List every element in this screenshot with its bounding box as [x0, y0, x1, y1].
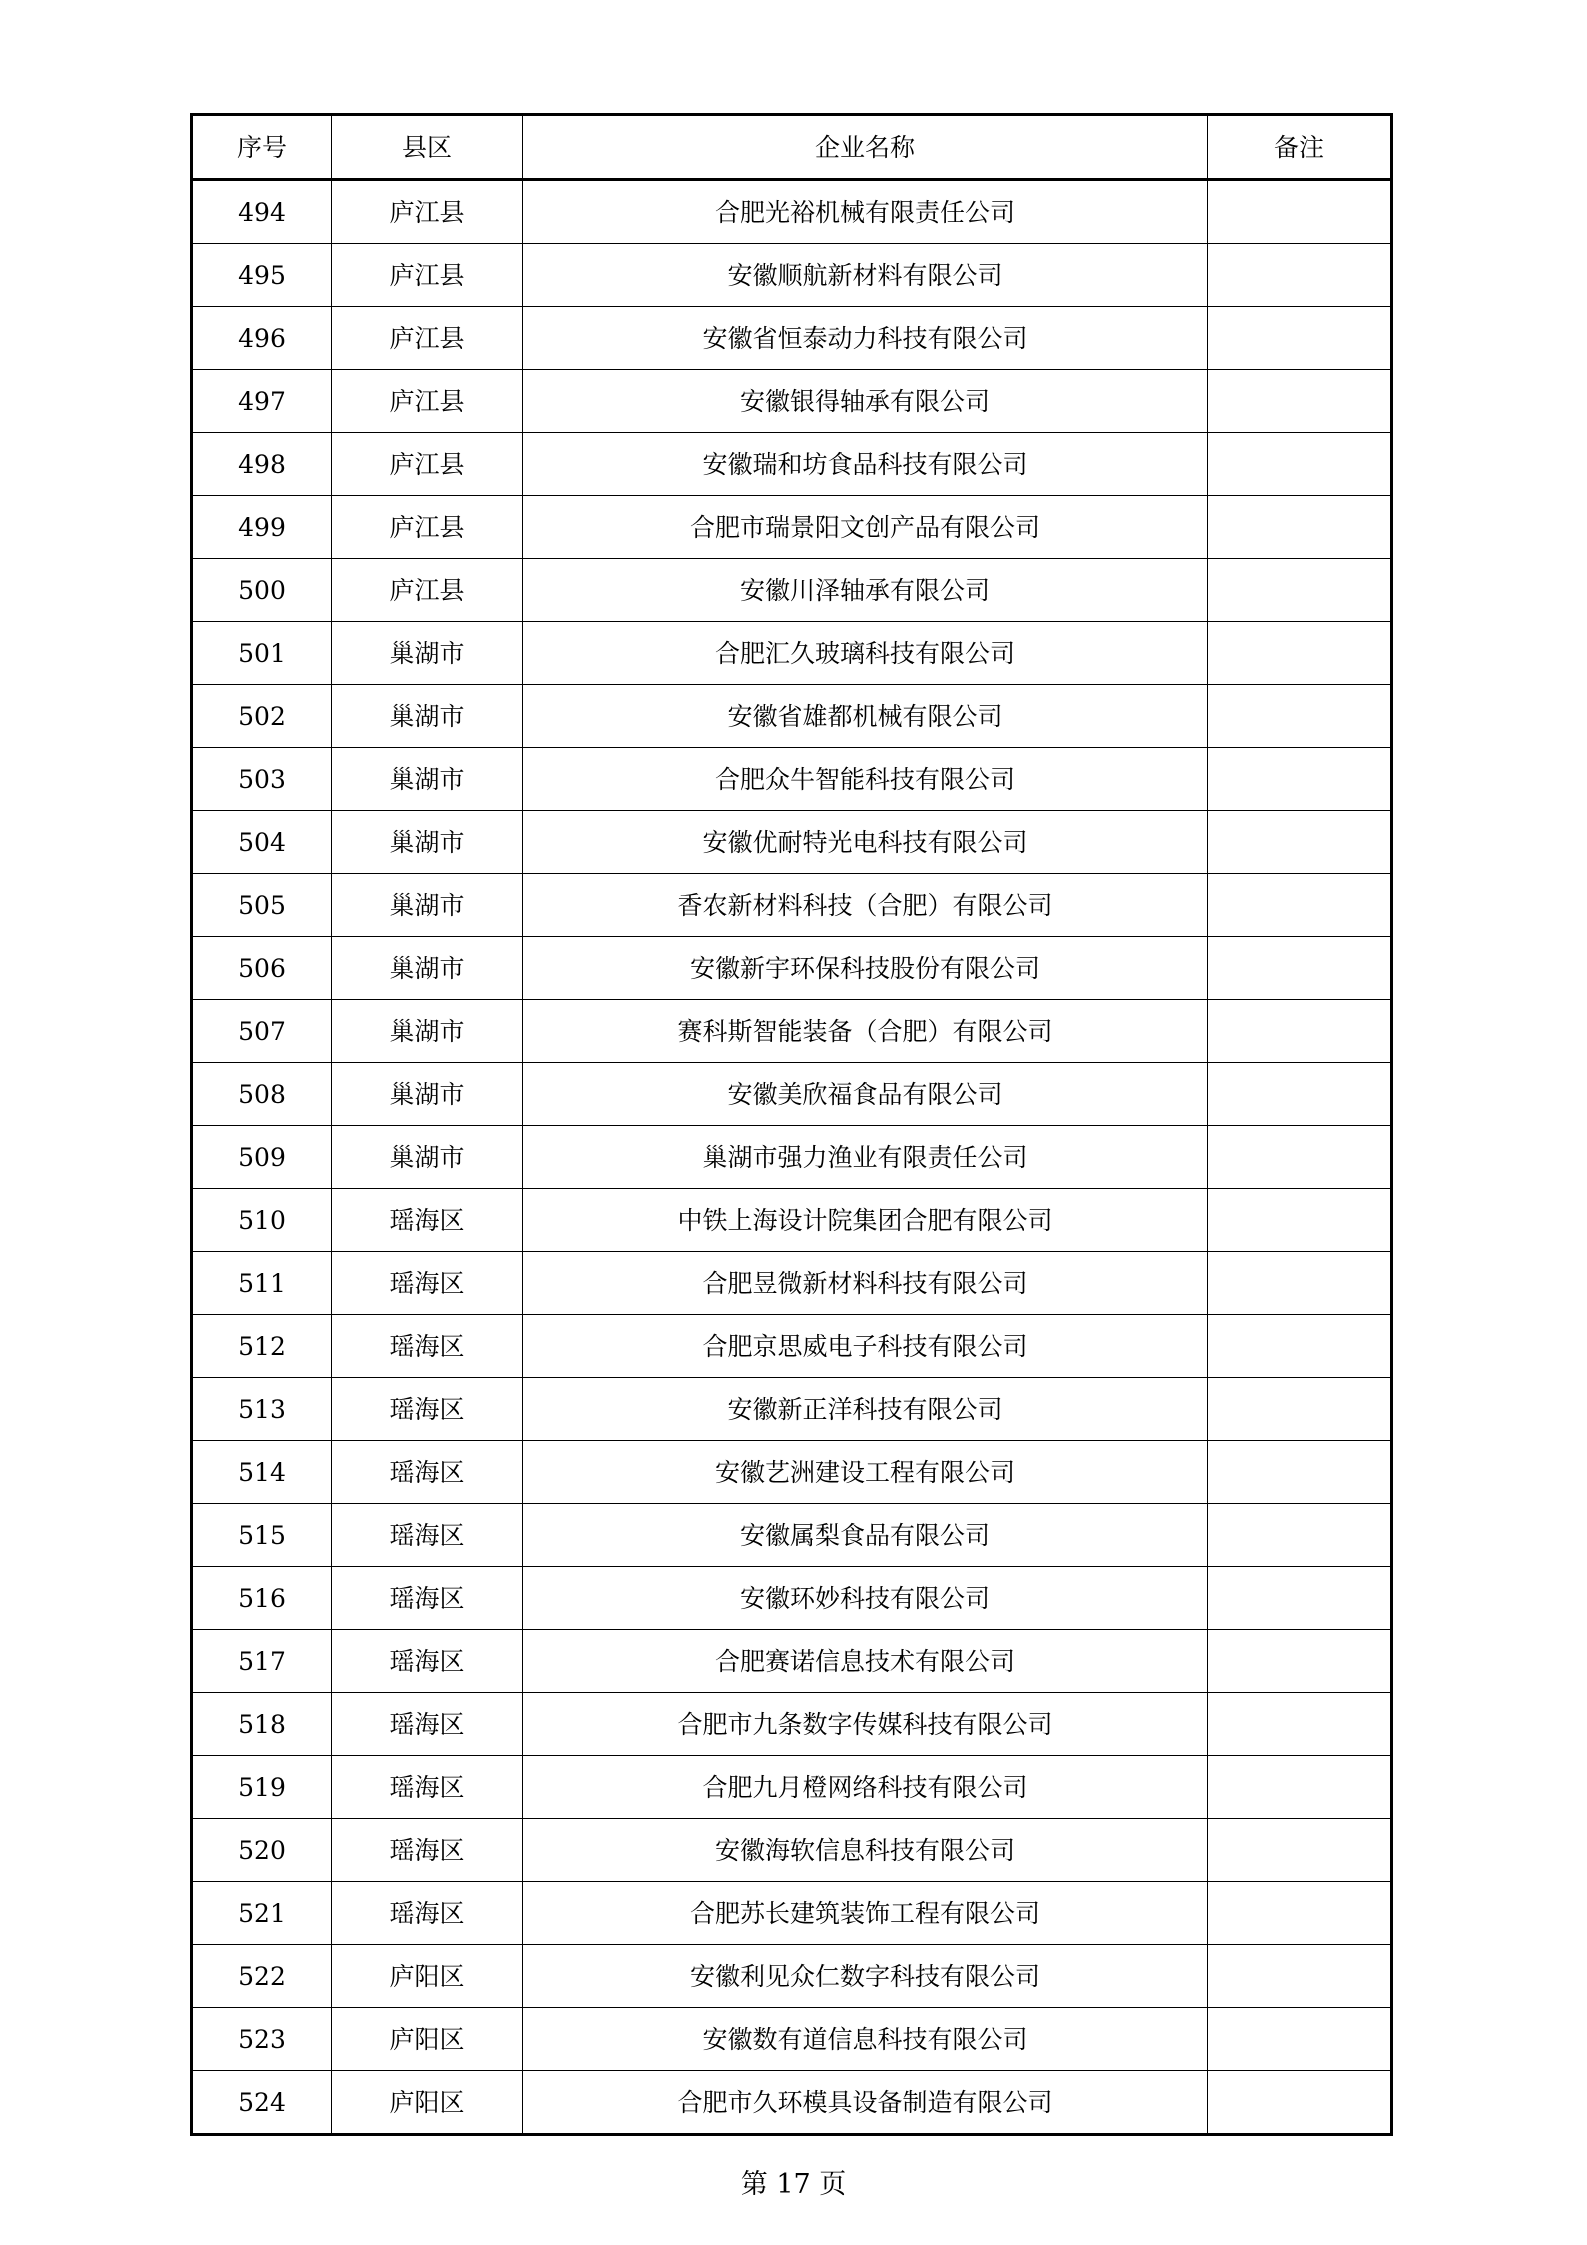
cell-index: 498	[192, 433, 332, 496]
table-row	[192, 307, 1392, 370]
page-number: 第 17 页	[740, 2169, 847, 2200]
table-row	[192, 180, 1392, 244]
cell-company: 安徽属梨食品有限公司	[523, 1504, 1208, 1567]
cell-company: 合肥汇久玻璃科技有限公司	[523, 622, 1208, 685]
cell-company: 安徽新正洋科技有限公司	[523, 1378, 1208, 1441]
cell-index: 495	[192, 244, 332, 307]
cell-district: 巢湖市	[332, 874, 523, 937]
table-row	[192, 1378, 1392, 1441]
cell-district: 瑶海区	[332, 1252, 523, 1315]
cell-index: 522	[192, 1945, 332, 2008]
cell-company: 安徽优耐特光电科技有限公司	[523, 811, 1208, 874]
table-row	[192, 2071, 1392, 2135]
cell-company: 安徽银得轴承有限公司	[523, 370, 1208, 433]
table-row	[192, 1189, 1392, 1252]
cell-district: 巢湖市	[332, 622, 523, 685]
cell-district: 瑶海区	[332, 1630, 523, 1693]
cell-remark	[1208, 1693, 1392, 1756]
cell-company: 合肥苏长建筑装饰工程有限公司	[523, 1882, 1208, 1945]
table-header-row	[192, 115, 1392, 180]
cell-remark	[1208, 1504, 1392, 1567]
cell-district: 巢湖市	[332, 811, 523, 874]
cell-remark	[1208, 1315, 1392, 1378]
cell-remark	[1208, 1063, 1392, 1126]
cell-remark	[1208, 1441, 1392, 1504]
cell-remark	[1208, 1882, 1392, 1945]
cell-index: 508	[192, 1063, 332, 1126]
cell-district: 瑶海区	[332, 1441, 523, 1504]
cell-district: 瑶海区	[332, 1504, 523, 1567]
cell-company: 安徽川泽轴承有限公司	[523, 559, 1208, 622]
table-row	[192, 622, 1392, 685]
cell-company: 中铁上海设计院集团合肥有限公司	[523, 1189, 1208, 1252]
table-row	[192, 1252, 1392, 1315]
cell-index: 497	[192, 370, 332, 433]
cell-remark	[1208, 496, 1392, 559]
cell-company: 安徽省恒泰动力科技有限公司	[523, 307, 1208, 370]
cell-remark	[1208, 180, 1392, 244]
cell-remark	[1208, 748, 1392, 811]
cell-index: 502	[192, 685, 332, 748]
cell-index: 516	[192, 1567, 332, 1630]
cell-index: 510	[192, 1189, 332, 1252]
cell-remark	[1208, 244, 1392, 307]
cell-district: 庐江县	[332, 496, 523, 559]
cell-remark	[1208, 1756, 1392, 1819]
cell-district: 瑶海区	[332, 1756, 523, 1819]
cell-remark	[1208, 685, 1392, 748]
cell-remark	[1208, 1126, 1392, 1189]
cell-district: 庐江县	[332, 307, 523, 370]
cell-index: 506	[192, 937, 332, 1000]
table-row	[192, 1315, 1392, 1378]
cell-index: 514	[192, 1441, 332, 1504]
cell-company: 香农新材料科技（合肥）有限公司	[523, 874, 1208, 937]
cell-index: 519	[192, 1756, 332, 1819]
cell-index: 509	[192, 1126, 332, 1189]
enterprise-list-table	[190, 113, 1393, 2136]
cell-company: 安徽海软信息科技有限公司	[523, 1819, 1208, 1882]
table-row	[192, 1756, 1392, 1819]
table-row	[192, 748, 1392, 811]
table-row	[192, 1630, 1392, 1693]
table-row	[192, 874, 1392, 937]
cell-index: 503	[192, 748, 332, 811]
cell-district: 巢湖市	[332, 1063, 523, 1126]
cell-company: 安徽环妙科技有限公司	[523, 1567, 1208, 1630]
cell-company: 安徽瑞和坊食品科技有限公司	[523, 433, 1208, 496]
table-row	[192, 1945, 1392, 2008]
cell-remark	[1208, 811, 1392, 874]
cell-district: 庐江县	[332, 370, 523, 433]
cell-index: 507	[192, 1000, 332, 1063]
cell-company: 安徽利见众仁数字科技有限公司	[523, 1945, 1208, 2008]
cell-index: 511	[192, 1252, 332, 1315]
table-row	[192, 1819, 1392, 1882]
cell-remark	[1208, 1945, 1392, 2008]
cell-district: 瑶海区	[332, 1378, 523, 1441]
cell-remark	[1208, 937, 1392, 1000]
cell-remark	[1208, 370, 1392, 433]
cell-company: 安徽省雄都机械有限公司	[523, 685, 1208, 748]
cell-remark	[1208, 1819, 1392, 1882]
cell-index: 494	[192, 180, 332, 244]
cell-index: 496	[192, 307, 332, 370]
table-row	[192, 1882, 1392, 1945]
cell-index: 513	[192, 1378, 332, 1441]
cell-index: 515	[192, 1504, 332, 1567]
cell-remark	[1208, 307, 1392, 370]
cell-company: 赛科斯智能装备（合肥）有限公司	[523, 1000, 1208, 1063]
cell-district: 瑶海区	[332, 1189, 523, 1252]
cell-index: 499	[192, 496, 332, 559]
cell-company: 安徽顺航新材料有限公司	[523, 244, 1208, 307]
cell-index: 512	[192, 1315, 332, 1378]
table-row	[192, 937, 1392, 1000]
cell-index: 501	[192, 622, 332, 685]
header-remark: 备注	[1208, 115, 1392, 180]
cell-index: 505	[192, 874, 332, 937]
cell-remark	[1208, 1252, 1392, 1315]
cell-remark	[1208, 559, 1392, 622]
cell-district: 瑶海区	[332, 1693, 523, 1756]
cell-company: 合肥市久环模具设备制造有限公司	[523, 2071, 1208, 2135]
cell-district: 庐江县	[332, 180, 523, 244]
cell-company: 巢湖市强力渔业有限责任公司	[523, 1126, 1208, 1189]
cell-district: 庐阳区	[332, 2071, 523, 2135]
table-row	[192, 1693, 1392, 1756]
cell-remark	[1208, 1189, 1392, 1252]
table-body	[192, 180, 1392, 2135]
table-row	[192, 496, 1392, 559]
cell-company: 安徽艺洲建设工程有限公司	[523, 1441, 1208, 1504]
cell-district: 庐江县	[332, 433, 523, 496]
cell-district: 庐江县	[332, 244, 523, 307]
table-row	[192, 559, 1392, 622]
cell-remark	[1208, 622, 1392, 685]
cell-index: 523	[192, 2008, 332, 2071]
cell-company: 合肥京思威电子科技有限公司	[523, 1315, 1208, 1378]
cell-district: 瑶海区	[332, 1882, 523, 1945]
cell-index: 521	[192, 1882, 332, 1945]
cell-company: 合肥市瑞景阳文创产品有限公司	[523, 496, 1208, 559]
cell-district: 巢湖市	[332, 1126, 523, 1189]
table-row	[192, 1000, 1392, 1063]
table-row	[192, 244, 1392, 307]
cell-remark	[1208, 1000, 1392, 1063]
cell-company: 安徽美欣福食品有限公司	[523, 1063, 1208, 1126]
table-row	[192, 370, 1392, 433]
table-row	[192, 811, 1392, 874]
cell-remark	[1208, 1378, 1392, 1441]
header-index: 序号	[192, 115, 332, 180]
cell-remark	[1208, 1567, 1392, 1630]
cell-district: 巢湖市	[332, 1000, 523, 1063]
cell-company: 合肥九月橙网络科技有限公司	[523, 1756, 1208, 1819]
cell-district: 瑶海区	[332, 1315, 523, 1378]
header-company: 企业名称	[523, 115, 1208, 180]
table-row	[192, 1504, 1392, 1567]
cell-company: 安徽数有道信息科技有限公司	[523, 2008, 1208, 2071]
cell-company: 合肥市九条数字传媒科技有限公司	[523, 1693, 1208, 1756]
table-row	[192, 433, 1392, 496]
cell-district: 巢湖市	[332, 685, 523, 748]
table-row	[192, 2008, 1392, 2071]
cell-index: 500	[192, 559, 332, 622]
cell-district: 巢湖市	[332, 748, 523, 811]
table-row	[192, 1567, 1392, 1630]
cell-company: 合肥昱微新材料科技有限公司	[523, 1252, 1208, 1315]
cell-remark	[1208, 433, 1392, 496]
cell-remark	[1208, 2008, 1392, 2071]
cell-index: 504	[192, 811, 332, 874]
cell-company: 合肥光裕机械有限责任公司	[523, 180, 1208, 244]
cell-company: 合肥赛诺信息技术有限公司	[523, 1630, 1208, 1693]
cell-remark	[1208, 1630, 1392, 1693]
cell-index: 517	[192, 1630, 332, 1693]
cell-district: 瑶海区	[332, 1567, 523, 1630]
cell-company: 安徽新宇环保科技股份有限公司	[523, 937, 1208, 1000]
cell-index: 520	[192, 1819, 332, 1882]
table-row	[192, 1063, 1392, 1126]
cell-remark	[1208, 874, 1392, 937]
cell-index: 518	[192, 1693, 332, 1756]
cell-index: 524	[192, 2071, 332, 2135]
table-row	[192, 1441, 1392, 1504]
cell-remark	[1208, 2071, 1392, 2135]
cell-district: 庐阳区	[332, 2008, 523, 2071]
cell-company: 合肥众牛智能科技有限公司	[523, 748, 1208, 811]
cell-district: 瑶海区	[332, 1819, 523, 1882]
table-row	[192, 685, 1392, 748]
cell-district: 巢湖市	[332, 937, 523, 1000]
cell-district: 庐江县	[332, 559, 523, 622]
header-district: 县区	[332, 115, 523, 180]
cell-district: 庐阳区	[332, 1945, 523, 2008]
table-row	[192, 1126, 1392, 1189]
